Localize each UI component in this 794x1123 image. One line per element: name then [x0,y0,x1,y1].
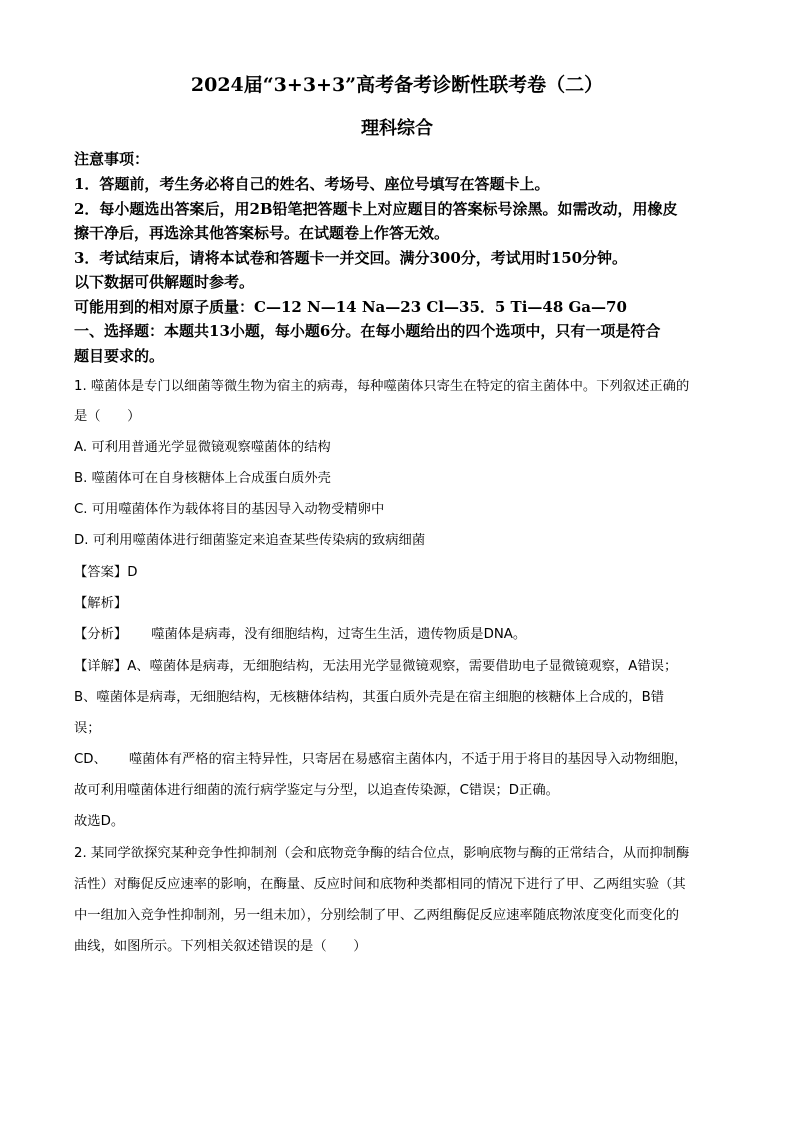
q1-fenxi [74,623,526,642]
q2-stem-2: 活性）对酶促反应速率的影响，在酶量、反应时间和底物种类都相同的情况下进行了甲、乙两组实验（其 [74,877,686,892]
notice-item-2-cont: 擦干净后，再选涂其他答案标号。在试题卷上作答无效。 [74,224,450,242]
q1-xiangjie-2: B、噬菌体是病毒，无细胞结构，无核糖体结构，其蛋白质外壳是在宿主细胞的核糖体上合成的，B错 [74,690,665,705]
data-hint: 以下数据可供解题时参考。 [74,273,255,291]
xiangjie-label: 【详解】 [74,659,128,674]
notice-item-3: 3．考试结束后，请将本试卷和答题卡一并交回。满分300分，考试用时150分钟。 [74,249,628,267]
section-heading-2: 题目要求的。 [74,347,165,365]
fenxi-label: 【分析】 [74,627,128,642]
q2-stem-1: 2. 某同学欲探究某种竞争性抑制剂（会和底物竞争酶的结合位点，影响底物与酶的正常结合，从而抑制酶 [74,846,690,861]
q1-option-b: B. 噬菌体可在自身核糖体上合成蛋白质外壳 [74,471,331,486]
xiangjie-text-4: 噬菌体有严格的宿主特异性，只寄居在易感宿主菌体内，不适于用于将目的基因导入动物细胞， [128,752,688,767]
atomic-mass: 可能用到的相对原子质量：C—12 N—14 Na—23 Cl—35．5 Ti—48 Ga—70 [74,298,627,316]
q1-option-d: D. 可利用噬菌体进行细菌鉴定来追查某些传染病的致病细菌 [74,533,426,548]
q1-xiangjie-5: 故可利用噬菌体进行细菌的流行病学鉴定与分型，以追查传染源，C错误；D正确。 [74,783,559,798]
q1-xiangjie-4 [74,748,687,767]
q1-stem-2: 是（ ） [74,409,141,424]
q2-stem-3: 中一组加入竞争性抑制剂，另一组未加），分别绘制了甲、乙两组酶促反应速率随底物浓度变化而变化的 [74,908,680,923]
q1-analysis-label: 【解析】 [74,596,128,611]
q1-answer [74,561,137,580]
xiangjie-text-1: A、噬菌体是病毒，无细胞结构，无法用光学显微镜观察，需要借助电子显微镜观察，A错误； [127,659,678,674]
exam-title: 2024届“3+3+3”高考备考诊断性联考卷（二） [190,74,604,96]
notice-item-1: 1．答题前，考生务必将自己的姓名、考场号、座位号填写在答题卡上。 [74,175,550,193]
q1-conclusion: 故选D。 [74,814,125,829]
answer-label: 【答案】 [74,565,128,580]
q1-option-a: A. 可利用普通光学显微镜观察噬菌体的结构 [74,440,331,455]
notice-item-2: 2．每小题选出答案后，用2B铅笔把答题卡上对应题目的答案标号涂黑。如需改动，用橡皮 [74,200,678,218]
q1-stem-1: 1. 噬菌体是专门以细菌等微生物为宿主的病毒，每种噬菌体只寄生在特定的宿主菌体中。下列叙述正确的 [74,379,690,394]
q2-stem-4: 曲线，如图所示。下列相关叙述错误的是（ ） [74,939,367,954]
xiangjie-cd-prefix: CD、 [74,752,107,767]
q1-xiangjie-3: 误； [74,721,101,736]
fenxi-text: 噬菌体是病毒，没有细胞结构，过寄生生活，遗传物质是DNA。 [151,627,527,642]
section-heading-1: 一、选择题：本题共13小题，每小题6分。在每小题给出的四个选项中，只有一项是符合 [74,322,661,340]
q1-option-c: C. 可用噬菌体作为载体将目的基因导入动物受精卵中 [74,502,385,517]
q1-xiangjie-1 [74,655,677,674]
notice-heading: 注意事项： [74,150,150,168]
answer-value: D [127,565,138,580]
exam-subject: 理科综合 [361,118,433,139]
